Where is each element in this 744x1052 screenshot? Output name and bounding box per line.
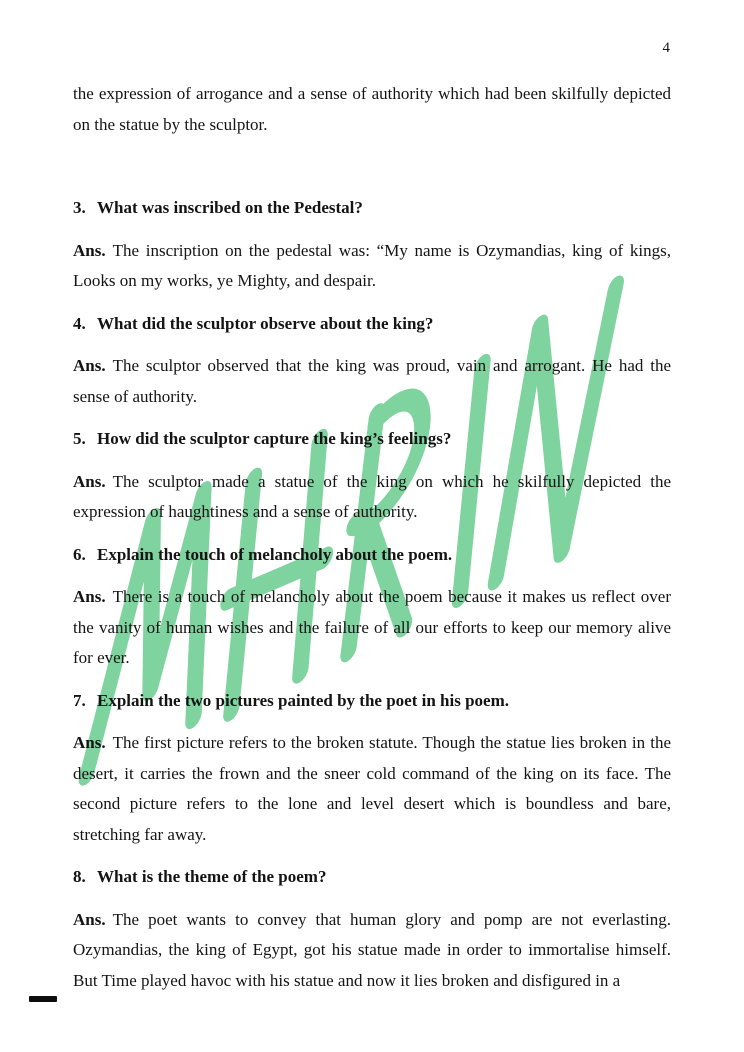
answer-text: There is a touch of melancholy about the poem because it makes us reflect over the vanity of human wishes and the failure of all our efforts to keep our memory alive for ever. [73, 587, 671, 667]
answer-text: The inscription on the pedestal was: “My name is Ozymandias, king of kings, Looks on my works, ye Mighty, and despair. [73, 240, 671, 290]
question-number: 5. [73, 429, 86, 448]
answer-label: Ans. [73, 356, 106, 375]
answer-text: The poet wants to convey that human glory and pomp are not everlasting. Ozymandias, the king of Egypt, got his statue made in order to immortalise himself. But Time played havoc with his statue and now it lies broken and disfigured in a [73, 909, 671, 990]
qa-item-4 [73, 309, 671, 413]
answer-label: Ans. [73, 587, 106, 606]
answer-paragraph [73, 728, 671, 850]
answer-text: The sculptor made a statue of the king on which he skilfully depicted the expression of haughtiness and a sense of authority. [73, 471, 671, 521]
question-text: What was inscribed on the Pedestal? [97, 198, 363, 217]
answer-paragraph [73, 582, 671, 674]
page-content [73, 79, 671, 1008]
question-number: 3. [73, 198, 86, 217]
answer-text: The sculptor observed that the king was proud, vain and arrogant. He had the sense of authority. [73, 356, 671, 406]
question-number: 8. [73, 867, 86, 886]
answer-label: Ans. [73, 909, 106, 929]
qa-item-3 [73, 193, 671, 297]
question-text: What did the sculptor observe about the king? [97, 313, 434, 333]
answer-label: Ans. [73, 471, 106, 491]
qa-item-5 [73, 424, 671, 528]
question-heading [73, 540, 671, 571]
question-heading [73, 309, 671, 340]
question-number: 7. [73, 690, 86, 710]
question-text: Explain the touch of melancholy about the poem. [97, 544, 453, 564]
question-heading [73, 424, 671, 455]
bottom-left-dash-mark [29, 996, 57, 1002]
answer-label: Ans. [73, 733, 106, 752]
answer-text: The first picture refers to the broken statute. Though the statue lies broken in the desert, it carries the frown and the sneer cold command of the king on its face. The second picture refers to the lone and level desert which is boundless and bare, stretching far away. [73, 733, 671, 844]
question-heading [73, 686, 671, 717]
qa-item-6 [73, 540, 671, 674]
question-heading [73, 193, 671, 224]
qa-item-8 [73, 862, 671, 996]
question-text: How did the sculptor capture the king’s feelings? [97, 429, 452, 448]
answer-label: Ans. [73, 240, 106, 260]
continuation-paragraph: the expression of arrogance and a sense of authority which had been skilfully depicted on the statue by the sculptor. [73, 84, 671, 134]
qa-item-7 [73, 686, 671, 851]
question-text: Explain the two pictures painted by the poet in his poem. [97, 690, 509, 710]
answer-paragraph [73, 236, 671, 297]
answer-paragraph [73, 905, 671, 997]
question-number: 4. [73, 313, 86, 333]
answer-paragraph [73, 467, 671, 528]
page-number: 4 [662, 40, 670, 56]
question-text: What is the theme of the poem? [97, 867, 327, 886]
answer-paragraph [73, 351, 671, 412]
question-heading [73, 862, 671, 893]
question-number: 6. [73, 544, 86, 564]
